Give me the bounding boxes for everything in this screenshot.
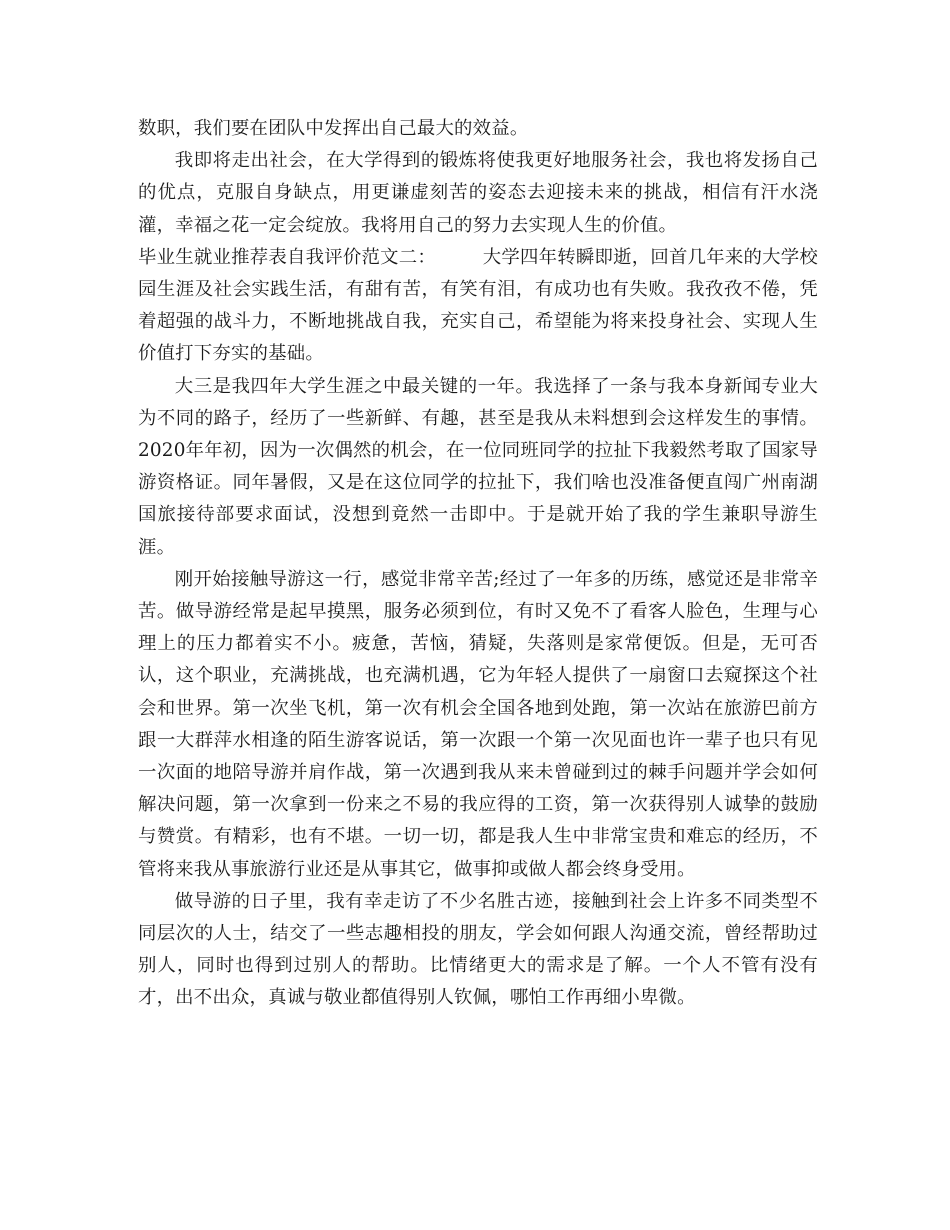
paragraph-4: 大三是我四年大学生涯之中最关键的一年。我选择了一条与我本身新闻专业大为不同的路子，经历了一些新鲜、有趣，甚至是我从未料想到会这样发生的事情。2020年年初，因为一次偶然的机会，在一位同班同学的拉扯下我毅然考取了国家导游资格证。同年暑假，又是在这位同学的拉扯下，我们啥也没准备便直闯广州南湖国旅接待部要求面试，没想到竟然一击即中。于是就开始了我的学生兼职导游生涯。: [138, 375, 818, 558]
paragraph-3-section-heading: 毕业生就业推荐表自我评价范文二： 大学四年转瞬即逝，回首几年来的大学校园生涯及社会实践生活，有甜有苦，有笑有泪，有成功也有失败。我孜孜不倦，凭着超强的战斗力，不断地挑战自我，充实自己，希望能为将来投身社会、实现人生价值打下夯实的基础。: [138, 246, 818, 365]
document-body: [138, 113, 818, 1015]
paragraph-5: 刚开始接触导游这一行，感觉非常辛苦;经过了一年多的历练，感觉还是非常辛苦。做导游经常是起早摸黑，服务必须到位，有时又免不了看客人脸色，生理与心理上的压力都着实不小。疲惫，苦恼，猜疑，失落则是家常便饭。但是，无可否认，这个职业，充满挑战，也充满机遇，它为年轻人提供了一扇窗口去窥探这个社会和世界。第一次坐飞机，第一次有机会全国各地到处跑，第一次站在旅游巴前方跟一大群萍水相逢的陌生游客说话，第一次跟一个第一次见面也许一辈子也只有见一次面的地陪导游并肩作战，第一次遇到我从来未曾碰到过的棘手问题并学会如何解决问题，第一次拿到一份来之不易的我应得的工资，第一次获得别人诚挚的鼓励与赞赏。有精彩，也有不堪。一切一切，都是我人生中非常宝贵和难忘的经历，不管将来我从事旅游行业还是从事其它，做事抑或做人都会终身受用。: [138, 568, 818, 880]
paragraph-1: 数职，我们要在团队中发挥出自己最大的效益。: [138, 118, 529, 139]
paragraph-2: 我即将走出社会，在大学得到的锻炼将使我更好地服务社会，我也将发扬自己的优点，克服自身缺点，用更谦虚刻苦的姿态去迎接未来的挑战，相信有汗水浇灌，幸福之花一定会绽放。我将用自己的努力去实现人生的价值。: [138, 150, 818, 236]
paragraph-6: 做导游的日子里，我有幸走访了不少名胜古迹，接触到社会上许多不同类型不同层次的人士，结交了一些志趣相投的朋友，学会如何跟人沟通交流，曾经帮助过别人，同时也得到过别人的帮助。比情绪更大的需求是了解。一个人不管有没有才，出不出众，真诚与敬业都值得别人钦佩，哪怕工作再细小卑微。: [138, 890, 818, 1009]
